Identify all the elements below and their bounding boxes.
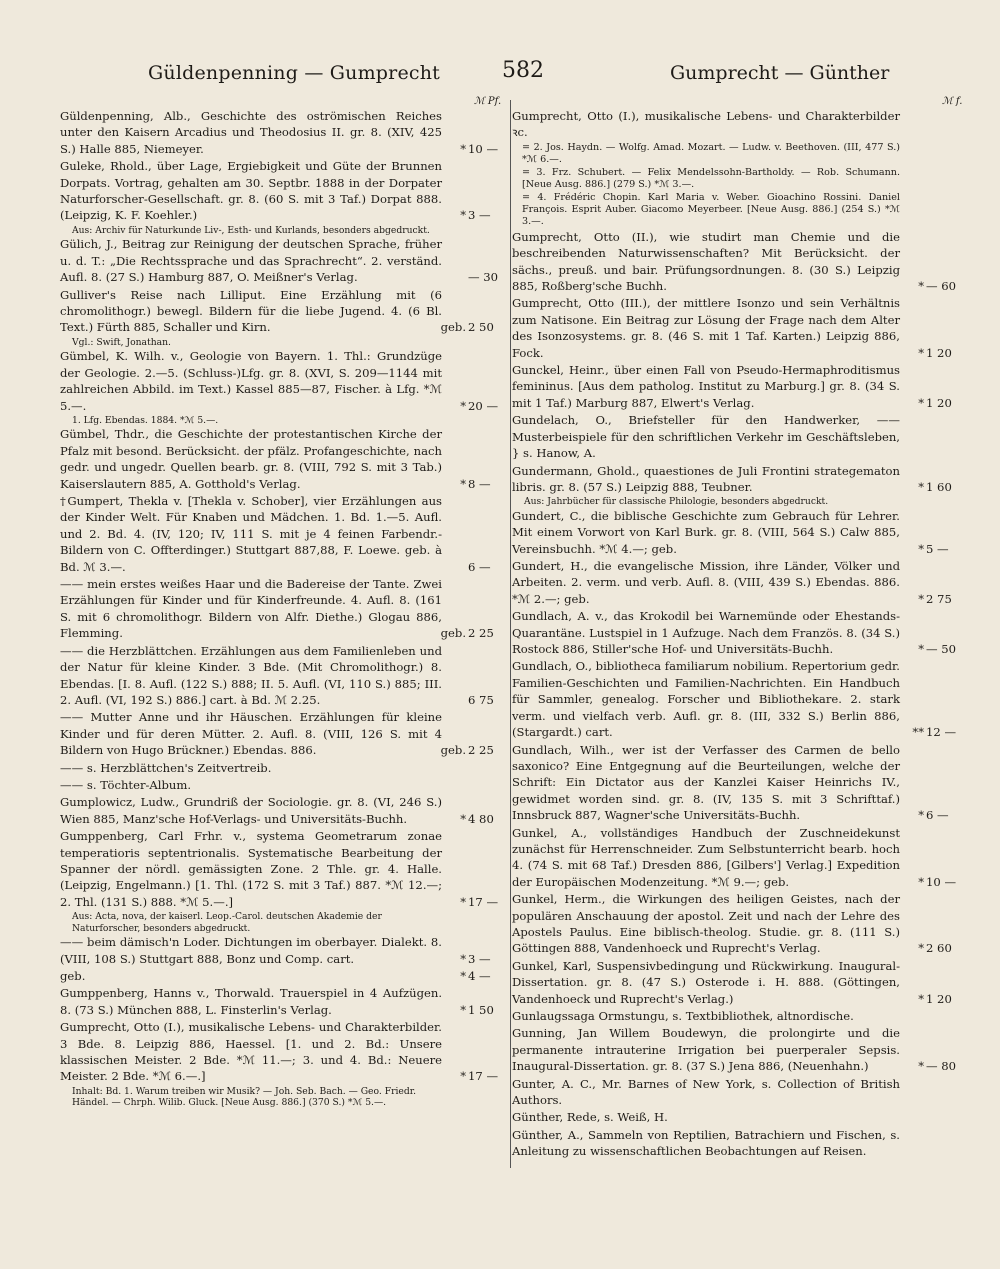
catalog-entry (60, 777, 514, 793)
catalog-entry (512, 412, 972, 461)
entry-text: Gumppenberg, Hanns v., Thorwald. Trauerspiel in 4 Aufzügen. 8. (73 S.) München 888, L. Finsterlin's Verlag. (60, 986, 442, 1017)
entry-text: —— mein erstes weißes Haar und die Badereise der Tante. Zwei Erzählungen für Kinder und für Kinderfreunde. 4. Aufl. 8. (161 S. mit 6 chromolithogr. Bildern von Alfr. Diethe.) Glogau 886, Flemming. (60, 577, 442, 641)
entry-mark: * (460, 811, 466, 826)
right-column (512, 108, 972, 1161)
entry-text: = 4. Frédéric Chopin. Karl Maria v. Weber. Gioachino Rossini. Daniel François. Esprit Auber. Giacomo Meyerbeer. [Neue Ausg. 886.] (254 S.) *ℳ 3.—. (522, 191, 900, 227)
entry-text: —— die Herzblättchen. Erzählungen aus dem Familienleben und der Natur für kleine Kinder. 3 Bde. (Mit Chromolithogr.) 8. Ebendas. [I. 8. Aufl. (122 S.) 888; II. 5. Aufl. (VI, 110 S.) 885; III. 2. Aufl. (VI, 192 S.) 886.] cart. à Bd. ℳ 2.25. (60, 643, 442, 707)
entry-text: Gunlaugssaga Ormstungu, s. Textbibliothek, altnordische. (512, 1009, 854, 1023)
entry-mark: geb. (440, 320, 466, 335)
left-column (60, 108, 514, 1109)
catalog-entry (512, 192, 972, 228)
catalog-entry (60, 108, 514, 157)
catalog-entry (512, 1025, 972, 1074)
catalog-entry (512, 142, 972, 166)
entry-price: 6 — (468, 559, 491, 574)
catalog-entry (512, 167, 972, 191)
entry-note: Aus: Acta, nova, der kaiserl. Leop.-Carol. deutschen Akademie der Naturforscher, besonders abgedruckt. (72, 911, 382, 934)
entry-price: — 60 (926, 279, 957, 294)
entry-mark: * (460, 894, 466, 909)
catalog-entry (512, 295, 972, 361)
entry-text: Gumprecht, Otto (III.), der mittlere Isonzo und sein Verhältnis zum Natisone. Ein Beitrag zur Lösung der Frage nach dem Alter des Isonzosystems. gr. 8. (46 S. mit 1 Taf. Karten.) Leipzig 886, Fock. (512, 296, 900, 360)
entry-text: Guleke, Rhold., über Lage, Ergiebigkeit und Güte der Brunnen Dorpats. Vortrag, gehalten am 30. Septbr. 1888 in der Dorpater Naturforscher-Gesellschaft. gr. 8. (60 S. mit 3 Taf.) Dorpat 888. (Leipzig, K. F. Koehler.) (60, 159, 442, 223)
entry-mark: * (918, 479, 924, 494)
entry-text: geb. (60, 969, 86, 983)
entry-price: 2 25 (468, 743, 494, 758)
entry-price: 2 60 (926, 941, 952, 956)
entry-mark: * (460, 969, 466, 983)
catalog-entry (60, 934, 514, 967)
entry-text: = 3. Frz. Schubert. — Felix Mendelssohn-Bartholdy. — Rob. Schumann. [Neue Ausg. 886.] (279 S.) *ℳ 3.—. (522, 166, 900, 190)
entry-mark: geb. (440, 626, 466, 641)
entry-mark: * (918, 395, 924, 410)
entry-note: Inhalt: Bd. 1. Warum treiben wir Musik? — Joh. Seb. Bach. — Geo. Friedr. Händel. — Chrph. Wilib. Gluck. [Neue Ausg. 886.] (370 S.) *ℳ 5.—. (72, 1085, 417, 1109)
catalog-entry (512, 508, 972, 557)
entry-note: Aus: Jahrbücher für classische Philologie, besonders abgedruckt. (524, 496, 829, 508)
catalog-entry (60, 709, 514, 758)
catalog-entry (60, 348, 514, 414)
entry-text: Gunckel, Heinr., über einen Fall von Pseudo-Hermaphroditismus femininus. [Aus dem patholog. Institut zu Marburg.] gr. 8. (34 S. mit 1 Taf.) Marburg 887, Elwert's Verlag. (512, 363, 900, 410)
catalog-entry (60, 1019, 514, 1085)
running-header (130, 58, 900, 92)
entry-text: Gülich, J., Beitrag zur Reinigung der deutschen Sprache, früher u. d. T.: „Die Rechtssprache und das Sprachrecht“. 2. verständ. Aufl. 8. (27 S.) Hamburg 887, O. Meißner's Verlag. (60, 237, 442, 285)
catalog-entry (60, 828, 514, 910)
entry-price: 1 60 (926, 479, 952, 494)
entry-price: 3 — (468, 208, 491, 223)
entry-price: 20 — (468, 398, 499, 413)
catalog-entry (60, 643, 514, 709)
catalog-entry (60, 287, 514, 336)
catalog-entry (512, 362, 972, 411)
catalog-entry (60, 985, 514, 1018)
money-column-label-left: ℳ Pf. (474, 96, 502, 107)
entry-price: 17 — (468, 894, 499, 909)
money-column-label-right: ℳ f. (942, 96, 963, 107)
entry-text: Gumprecht, Otto (II.), wie studirt man Chemie und die beschreibenden Naturwissenschaften? Mit Berücksicht. der sächs., preuß. und bair. Prüfungsordnungen. 8. (30 S.) Leipzig 885, Roßberg'sche Buchh. (512, 229, 900, 294)
catalog-entry (512, 1127, 972, 1160)
entry-price: — 50 (926, 642, 957, 657)
entry-text: Gümbel, Thdr., die Geschichte der protestantischen Kirche der Pfalz mit besond. Berücksicht. der pfälz. Profangeschichte, nach gedr. und ungedr. Quellen bearb. gr. 8. (VIII, 792 S. mit 3 Tab.) Kaiserslautern 885, A. Gotthold's Verlag. (60, 427, 442, 491)
entry-mark: * (918, 345, 924, 360)
header-right-catchwords: Gumprecht — Günther (670, 62, 890, 84)
entry-mark: * (460, 398, 466, 413)
catalog-entry (512, 1109, 972, 1125)
entry-text: Gundermann, Ghold., quaestiones de Juli Frontini strategematon libris. gr. 8. (57 S.) Leipzig 888, Teubner. (512, 463, 900, 494)
entry-text: —— Mutter Anne und ihr Häuschen. Erzählungen für kleine Kinder und für deren Mütter. 2. Aufl. 8. (VIII, 126 S. mit 4 Bildern von Hugo Brückner.) Ebendas. 886. (60, 710, 442, 758)
entry-mark: * (918, 991, 924, 1006)
entry-text: †Gumpert, Thekla v. [Thekla v. Schober], vier Erzählungen aus der Kinder Welt. Für Knaben und Mädchen. 1. Bd. 1.—5. Aufl. und 2. Bd. 4. (IV, 120; IV, 111 S. mit je 4 feinen Farbendr.-Bildern von C. Offterdinger.) Stuttgart 887,88, F. Loewe. geb. à Bd. ℳ 3.—. (60, 494, 442, 574)
entry-mark: * (460, 476, 466, 491)
catalog-entry (512, 658, 972, 740)
entry-text: Gulliver's Reise nach Lilliput. Eine Erzählung mit (6 chromolithogr.) bewegl. Bildern für die liebe Jugend. 4. (6 Bl. Text.) Fürth 885, Schaller und Kirn. (60, 287, 442, 335)
catalog-entry (512, 1008, 972, 1024)
entry-mark: * (460, 208, 466, 223)
catalog-entry (512, 229, 972, 295)
entry-price: 5 — (926, 541, 949, 556)
entry-text: Gundlach, A. v., das Krokodil bei Warnemünde oder Ehestands-Quarantäne. Lustspiel in 1 Aufzuge. Nach dem Französ. 8. (34 S.) Rostock 886, Stiller'sche Hof- und Universitäts-Buchh. (512, 609, 900, 657)
entry-text: Gumppenberg, Carl Frhr. v., systema Geometrarum zonae temperatioris septentrionalis. Systematische Bearbeitung der Spanner der nördl. gemässigten Zone. 2 Thle. gr. 4. Halle. (Leipzig, Engelmann.) [1. Thl. (172 S. mit 3 Taf.) 887. *ℳ 12.—; 2. Thl. (131 S.) 888. *ℳ 5.—.] (60, 829, 442, 909)
entry-mark: * (460, 1069, 466, 1084)
entry-note: 1. Lfg. Ebendas. 1884. *ℳ 5.—. (72, 414, 219, 426)
entry-mark: * (918, 541, 924, 556)
entry-text: Gundert, C., die biblische Geschichte zum Gebrauch für Lehrer. Mit einem Vorwort von Karl Burk. gr. 8. (VIII, 564 S.) Calw 885, Vereinsbuchh. *ℳ 4.—; geb. (512, 508, 900, 556)
entry-mark: * (460, 951, 466, 966)
entry-text: Gundert, H., die evangelische Mission, ihre Länder, Völker und Arbeiten. 2. verm. und verb. Aufl. 8. (VIII, 439 S.) Ebendas. 886. *ℳ 2.—; geb. (512, 559, 900, 606)
catalog-entry (60, 426, 514, 492)
catalog-entry (512, 742, 972, 824)
entry-price: 17 — (468, 1069, 499, 1084)
catalog-entry (512, 558, 972, 607)
entry-text: —— s. Herzblättchen's Zeitvertreib. (60, 760, 272, 775)
entry-text: Gunkel, A., vollständiges Handbuch der Zuschneidekunst zunächst für Herrenschneider. Zum Selbstunterricht bearb. hoch 4. (74 S. mit 68 Taf.) Dresden 886, [Gilbers'] Verlag.] Expedition der Europäischen Modenzeitung. *ℳ 9.—; geb. (512, 825, 900, 889)
entry-price: 6 75 (468, 692, 494, 707)
entry-text: Gunter, A. C., Mr. Barnes of New York, s. Collection of British Authors. (512, 1076, 900, 1108)
entry-price: 10 — (926, 874, 957, 889)
entry-text: Gundelach, O., Briefsteller für den Handwerker, —— Musterbeispiele für den schriftlichen Verkehr im Geschäftsleben, } s. Hanow, A. (512, 413, 900, 461)
catalog-entry (512, 825, 972, 891)
catalog-entry (512, 958, 972, 1007)
entry-text: Günther, Rede, s. Weiß, H. (512, 1110, 668, 1125)
entry-price: 1 50 (468, 1002, 494, 1017)
entry-text: —— s. Töchter-Album. (60, 777, 192, 792)
entry-mark: ** (912, 725, 924, 740)
entry-price: 10 — (468, 141, 499, 156)
entry-price: 8 — (468, 476, 491, 491)
entry-mark: * (918, 941, 924, 956)
entry-note: Vgl.: Swift, Jonathan. (72, 336, 171, 348)
entry-price: 1 20 (926, 345, 952, 360)
entry-price: 2 75 (926, 591, 952, 606)
entry-price: 2 50 (468, 320, 494, 335)
entry-price: 3 — (468, 951, 491, 966)
entry-price: 1 20 (926, 395, 952, 410)
catalog-entry (60, 794, 514, 827)
entry-price: 6 — (926, 808, 949, 823)
entry-mark: * (918, 642, 924, 657)
entry-text: Gundlach, O., bibliotheca familiarum nobilium. Repertorium gedr. Familien-Geschichten und Familien-Nachrichten. Ein Handbuch für Sammler, genealog. Forscher und Bibliothekare. 2. stark verm. und vielfach verb. Aufl. gr. 8. (III, 332 S.) Berlin 886, (Stargardt.) cart. (512, 659, 900, 740)
entry-text: Gundlach, Wilh., wer ist der Verfasser des Carmen de bello saxonico? Eine Entgegnung auf die Beurteilungen, welche der Schrift: Ein Dictator aus der Kanzlei Kaiser Heinrichs IV., gewidmet worden sind. gr. 8. (IV, 135 S. mit 3 Schrifttaf.) Innsbruck 887, Wagner'sche Universitäts-Buchh. (512, 742, 900, 823)
header-left-catchwords: Güldenpenning — Gumprecht (148, 62, 441, 84)
entry-mark: * (918, 874, 924, 889)
catalog-entry (512, 891, 972, 957)
entry-price: 4 — (468, 969, 491, 983)
entry-text: Gümbel, K. Wilh. v., Geologie von Bayern. 1. Thl.: Grundzüge der Geologie. 2.—5. (Schluss-)Lfg. gr. 8. (XVI, S. 209—1144 mit zahlreichen Abbild. im Text.) Kassel 885—87, Fischer. à Lfg. *ℳ 5.—. (60, 349, 442, 413)
catalog-entry (60, 576, 514, 642)
entry-text: Gumprecht, Otto (I.), musikalische Lebens- und Charakterbilder. 3 Bde. 8. Leipzig 886, Haessel. [1. und 2. Bd.: Unsere klassischen Meister. 2 Bde. *ℳ 11.—; 3. und 4. Bd.: Neuere Meister. 2 Bde. *ℳ 6.—.] (60, 1020, 442, 1084)
catalog-entry (60, 236, 514, 285)
entry-text: Gumprecht, Otto (I.), musikalische Lebens- und Charakterbilder ꝛc. (512, 109, 900, 140)
entry-text: Günther, A., Sammeln von Reptilien, Batrachiern und Fischen, s. Anleitung zu wissenschaftlichen Beobachtungen auf Reisen. (512, 1127, 900, 1159)
entry-price: — 30 (468, 270, 499, 285)
entry-mark: * (918, 1059, 924, 1074)
catalog-entry (512, 1076, 972, 1109)
entry-mark: * (918, 808, 924, 823)
entry-price: 2 25 (468, 626, 494, 641)
catalog-entry (512, 463, 972, 496)
catalog-entry (60, 968, 514, 984)
entry-text: Gumplowicz, Ludw., Grundriß der Sociologie. gr. 8. (VI, 246 S.) Wien 885, Manz'sche Hof-Verlags- und Universitäts-Buchh. (60, 795, 442, 826)
entry-price: 12 — (926, 725, 957, 740)
entry-price: 1 20 (926, 991, 952, 1006)
entry-price: 4 80 (468, 811, 494, 826)
entry-text: Gunning, Jan Willem Boudewyn, die prolongirte und die permanente intrauterine Irrigation bei puerperaler Sepsis. Inaugural-Dissertation. gr. 8. (37 S.) Jena 886, (Neuenhahn.) (512, 1026, 900, 1074)
entry-note: Aus: Archiv für Naturkunde Liv-, Esth- und Kurlands, besonders abgedruckt. (72, 224, 430, 236)
entry-price: — 80 (926, 1059, 957, 1074)
entry-text: Gunkel, Karl, Suspensivbedingung und Rückwirkung. Inaugural-Dissertation. gr. 8. (47 S.) Osterode i. H. 888. (Göttingen, Vandenhoeck und Ruprecht's Verlag.) (512, 958, 900, 1006)
entry-mark: * (460, 141, 466, 156)
entry-text: Güldenpenning, Alb., Geschichte des oströmischen Reiches unter den Kaisern Arcadius und Theodosius II. gr. 8. (XIV, 425 S.) Halle 885, Niemeyer. (60, 109, 442, 156)
catalog-entry (60, 158, 514, 224)
page-number: 582 (502, 58, 544, 83)
entry-mark: * (460, 1002, 466, 1017)
catalog-entry (60, 760, 514, 776)
entry-mark: * (918, 591, 924, 606)
catalog-entry (512, 608, 972, 657)
entry-text: —— beim dämisch'n Loder. Dichtungen im oberbayer. Dialekt. 8. (VIII, 108 S.) Stuttgart 888, Bonz und Comp. cart. (60, 935, 442, 966)
catalog-entry (60, 493, 514, 575)
entry-text: = 2. Jos. Haydn. — Wolfg. Amad. Mozart. — Ludw. v. Beethoven. (III, 477 S.) *ℳ 6.—. (522, 141, 900, 165)
catalog-entry (512, 108, 972, 141)
entry-mark: * (918, 279, 924, 294)
entry-mark: geb. (440, 743, 466, 758)
entry-text: Gunkel, Herm., die Wirkungen des heiligen Geistes, nach der populären Anschauung der apostol. Zeit und nach der Lehre des Apostels Paulus. Eine biblisch-theolog. Studie. gr. 8. (111 S.) Göttingen 888, Vandenhoeck und Ruprecht's Verlag. (512, 892, 900, 956)
